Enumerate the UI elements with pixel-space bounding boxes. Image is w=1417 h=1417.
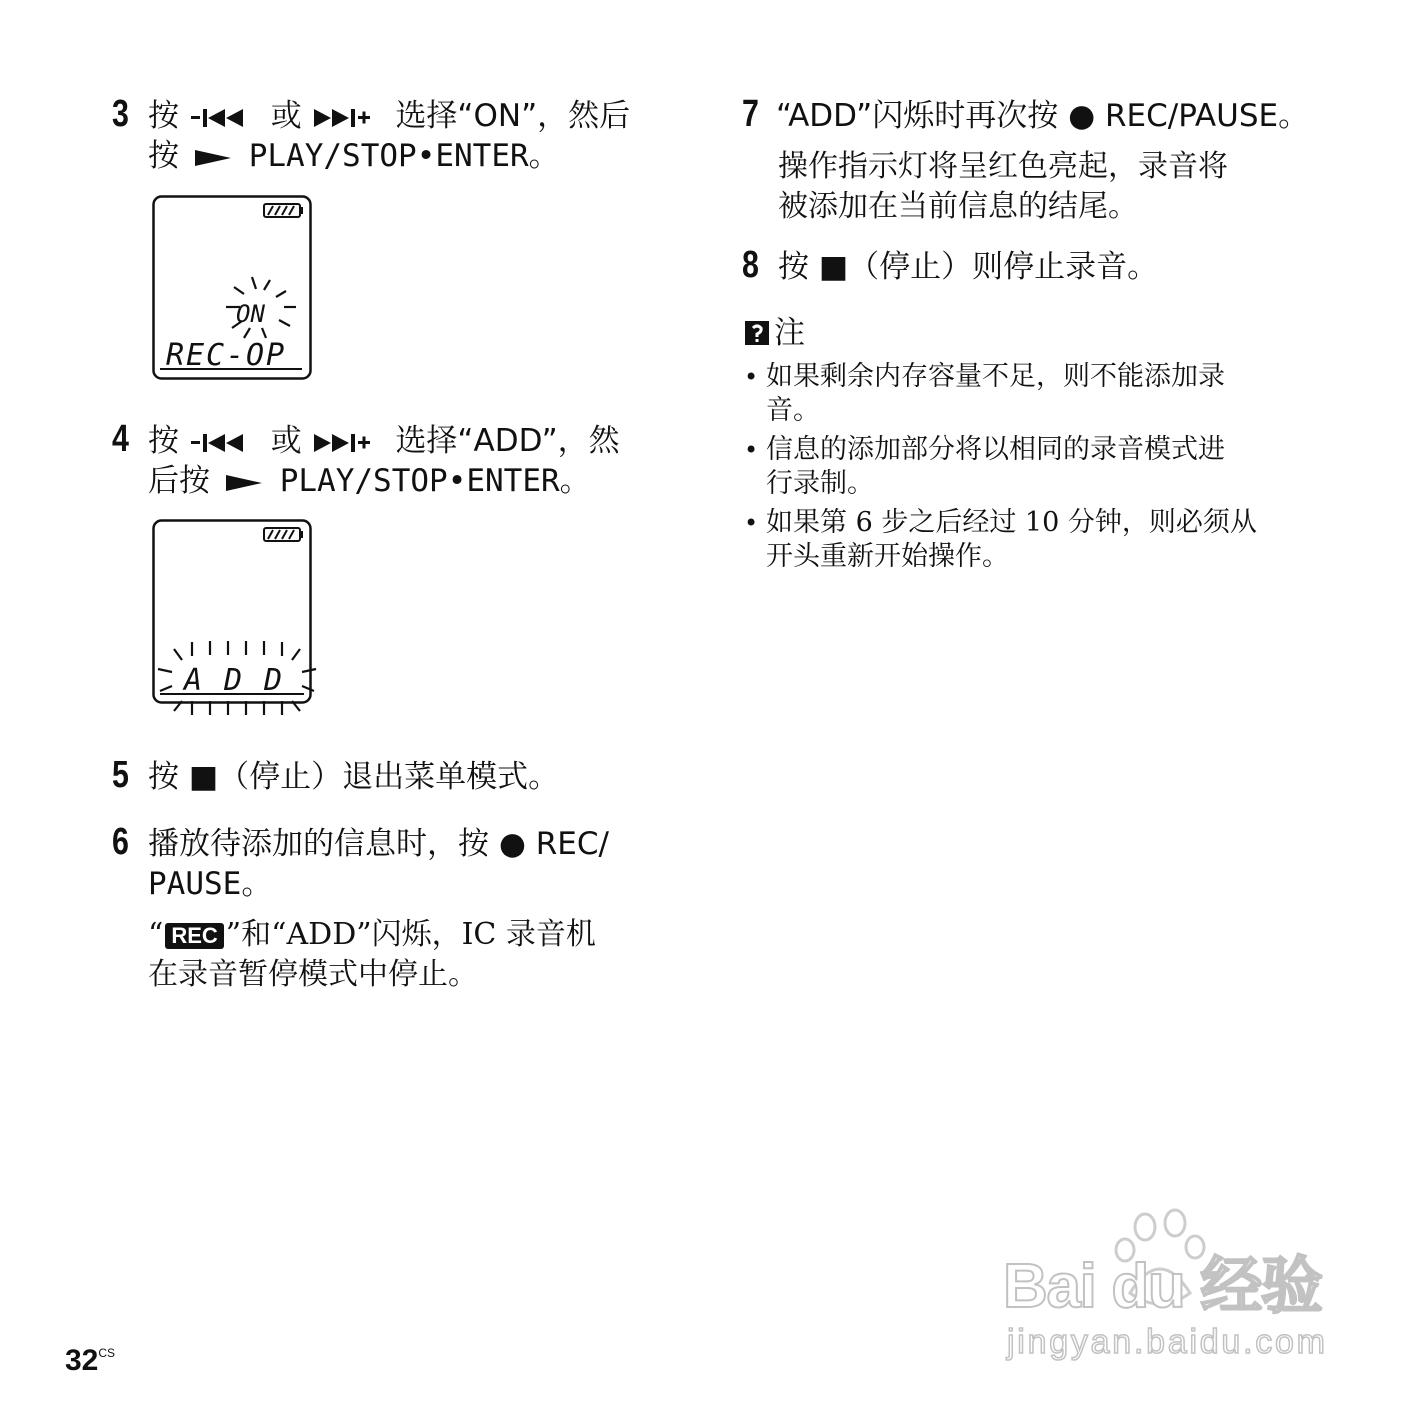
- step-3-line-1: [148, 96, 630, 136]
- step-text: 或: [270, 98, 302, 134]
- step-6-body-2: 在录音暂停模式中停止。: [148, 957, 478, 992]
- step-4-line-1: [148, 421, 620, 461]
- step-3-line-2: [148, 136, 560, 176]
- lcd-letter: A: [184, 663, 203, 698]
- previous-minus-icon: [189, 430, 261, 456]
- note-item-1-line-2: 音。: [766, 395, 820, 426]
- note-item-3-line-1: 如果第 6 步之后经过 10 分钟，则必须从: [766, 507, 1257, 538]
- bullet: •: [744, 509, 759, 537]
- step-number: 4: [112, 418, 129, 460]
- step-text: 或: [270, 423, 302, 459]
- step-text: PLAY/STOP•ENTER。: [279, 463, 591, 499]
- battery-icon: [264, 204, 303, 217]
- step-7-line-1: “ADD”闪烁时再次按 ● REC/PAUSE。: [776, 98, 1310, 134]
- lcd-display-rec-op: [152, 195, 312, 381]
- play-icon: [189, 145, 239, 171]
- rec-indicator-badge: REC: [165, 923, 223, 949]
- lcd-letter: D: [264, 663, 283, 698]
- watermark-url: jingyan.baidu.com: [1007, 1323, 1325, 1361]
- step-text: 选择“ADD”，然: [395, 423, 620, 459]
- page-number-value: 32: [65, 1344, 99, 1377]
- step-text: 按: [148, 98, 179, 134]
- step-text: 按: [148, 138, 179, 174]
- previous-minus-icon: [189, 105, 261, 131]
- watermark-brand: Bai du 经验: [1003, 1252, 1323, 1321]
- note-title: 注: [774, 315, 805, 351]
- step-4-line-2: [148, 461, 591, 501]
- step-8-line: 按 ■（停止）则停止录音。: [778, 249, 1159, 285]
- step-number: 5: [112, 754, 129, 796]
- quote-open: “: [148, 917, 164, 952]
- battery-icon: [264, 528, 303, 541]
- lcd-display-add: [152, 519, 322, 719]
- play-icon: [220, 470, 270, 496]
- step-6-line-2: PAUSE。: [148, 866, 273, 902]
- page-suffix: CS: [98, 1346, 116, 1360]
- body-text: ”和“ADD”闪烁，IC 录音机: [225, 917, 596, 952]
- step-7-body-1: 操作指示灯将呈红色亮起，录音将: [778, 149, 1228, 184]
- bullet: •: [744, 363, 759, 391]
- note-item-2-line-1: 信息的添加部分将以相同的录音模式进: [766, 434, 1225, 465]
- step-text: 后按: [148, 463, 210, 499]
- step-5-line: 按 ■（停止）退出菜单模式。: [148, 759, 560, 795]
- page-number: [65, 1344, 115, 1378]
- step-text: 按: [148, 423, 179, 459]
- baidu-jingyan-watermark: [995, 1205, 1335, 1365]
- lcd-blink-text: ON: [236, 300, 265, 328]
- step-7-body-2: 被添加在当前信息的结尾。: [778, 189, 1138, 224]
- note-item-2-line-2: 行录制。: [766, 468, 874, 499]
- note-item-1-line-1: 如果剩余内存容量不足，则不能添加录: [766, 361, 1225, 392]
- note-icon: [744, 320, 770, 346]
- lcd-letter: D: [224, 663, 243, 698]
- step-6-body-1: [148, 915, 596, 955]
- step-text: 选择“ON”，然后: [395, 98, 631, 134]
- step-number: 6: [112, 821, 129, 863]
- step-text: PLAY/STOP•ENTER。: [248, 138, 560, 174]
- step-number: 7: [742, 93, 759, 135]
- next-plus-icon: [312, 105, 386, 131]
- step-6-line-1: 播放待添加的信息时，按 ● REC/: [148, 826, 609, 862]
- lcd-bottom-text: REC-OP: [166, 338, 284, 373]
- next-plus-icon: [312, 430, 386, 456]
- step-number: 3: [112, 93, 129, 135]
- note-item-3-line-2: 开头重新开始操作。: [766, 541, 1009, 572]
- step-number: 8: [742, 244, 759, 286]
- bullet: •: [744, 436, 759, 464]
